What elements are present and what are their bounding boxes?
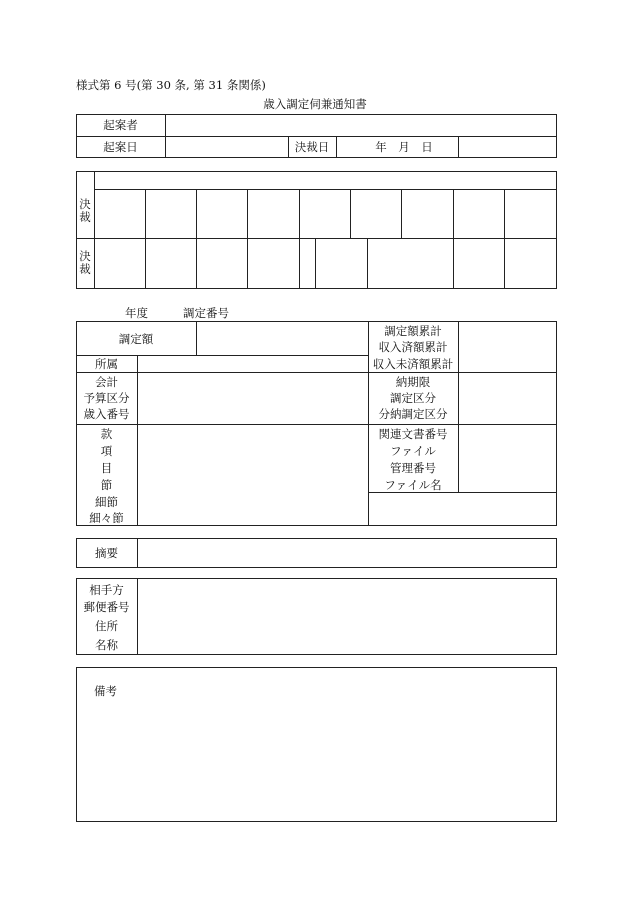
draft-date-label: 起案日 xyxy=(103,140,138,154)
revenue-number-label: 歳入番号 xyxy=(83,407,130,421)
budget-class-label: 予算区分 xyxy=(83,391,130,405)
adjust-number-label: 調定番号 xyxy=(183,306,229,320)
date-format: 年 月 日 xyxy=(375,140,433,154)
installment-class-label: 分納調定区分 xyxy=(378,407,448,421)
cum-received-label: 収入済額累計 xyxy=(378,340,448,354)
deadline-label: 納期限 xyxy=(395,375,431,389)
setsu-label: 節 xyxy=(100,478,113,492)
fiscal-year-label: 年度 xyxy=(125,306,148,320)
approval-row1-label: 決裁 xyxy=(79,197,91,224)
summary-label: 摘要 xyxy=(95,546,118,560)
decision-date-label: 決裁日 xyxy=(294,140,330,154)
drafter-label: 起案者 xyxy=(103,118,138,132)
remarks-label: 備考 xyxy=(94,684,117,698)
document-title: 歳入調定伺兼通知書 xyxy=(263,97,367,111)
department-label: 所属 xyxy=(95,357,118,371)
adjust-amount-label: 調定額 xyxy=(118,332,154,346)
name-label: 名称 xyxy=(95,638,118,652)
kan-label: 款 xyxy=(100,427,113,441)
form-number: 様式第 6 号(第 30 条, 第 31 条関係) xyxy=(76,78,266,92)
account-label: 会計 xyxy=(95,375,118,389)
management-number-label: 管理番号 xyxy=(390,461,436,475)
postal-code-label: 郵便番号 xyxy=(83,600,130,614)
adjust-class-label: 調定区分 xyxy=(390,391,436,405)
kou-label: 項 xyxy=(100,444,113,458)
related-doc-label: 関連文書番号 xyxy=(378,427,448,441)
moku-label: 目 xyxy=(100,461,113,475)
approval-row2-label: 決裁 xyxy=(79,249,91,276)
address-label: 住所 xyxy=(95,619,118,633)
saisaisetsu-label: 細々節 xyxy=(89,511,124,525)
file-name-label: ファイル名 xyxy=(384,478,442,492)
cum-unreceived-label: 収入未済額累計 xyxy=(372,357,454,371)
counterparty-label: 相手方 xyxy=(89,583,124,597)
file-label: ファイル xyxy=(390,444,436,458)
saisetsu-label: 細節 xyxy=(95,495,118,509)
cum-adjust-label: 調定額累計 xyxy=(384,324,442,338)
